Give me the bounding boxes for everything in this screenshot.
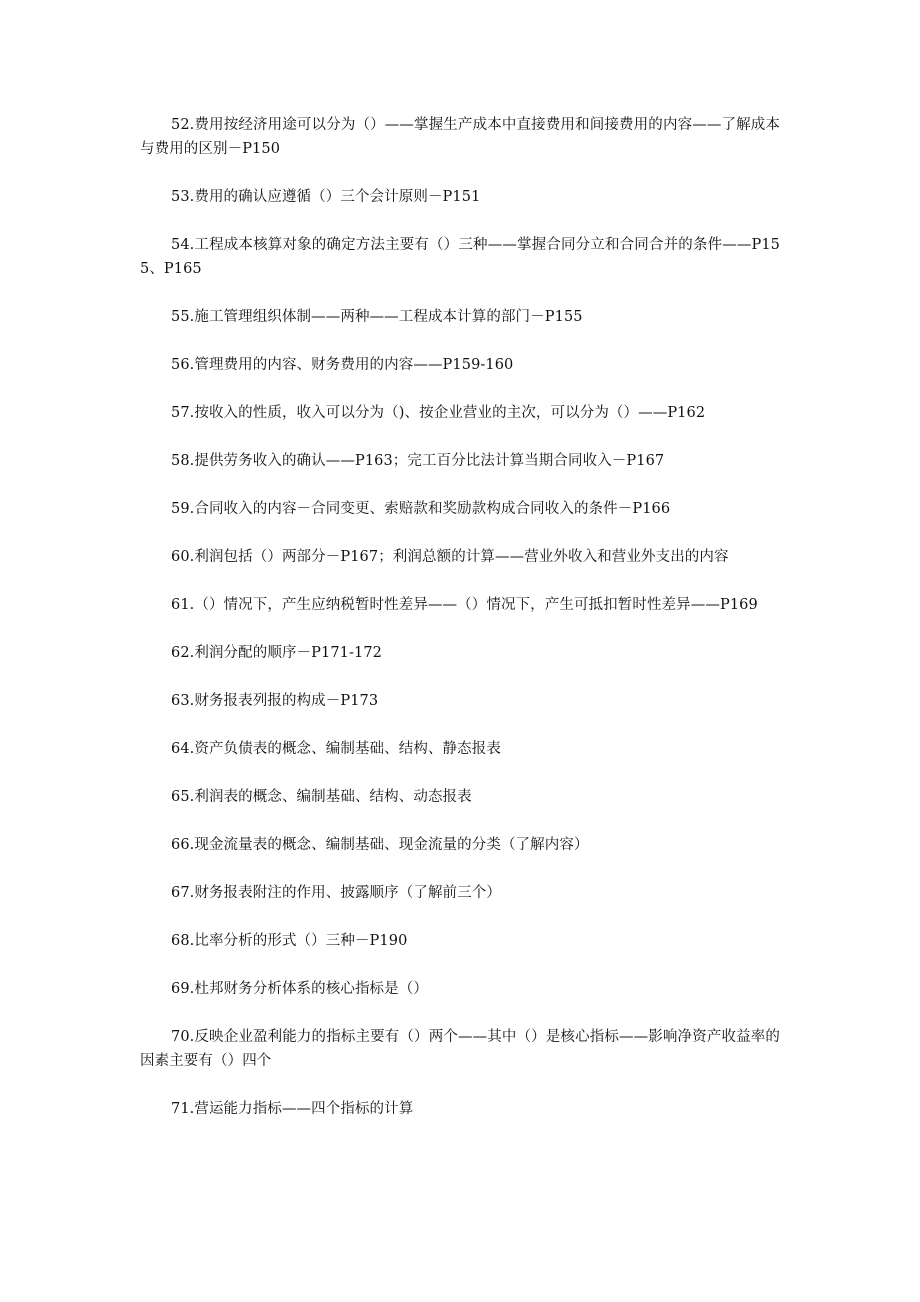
list-item-64: 64.资产负债表的概念、编制基础、结构、静态报表 xyxy=(171,741,501,757)
list-item-58: 58.提供劳务收入的确认——P163；完工百分比法计算当期合同收入－P167 xyxy=(171,453,665,469)
list-item-67: 67.财务报表附注的作用、披露顺序（了解前三个） xyxy=(171,885,501,901)
list-item-57: 57.按收入的性质，收入可以分为（)、按企业营业的主次，可以分为（）——P162 xyxy=(171,405,706,421)
list-item-55: 55.施工管理组织体制——两种——工程成本计算的部门－P155 xyxy=(171,309,583,325)
list-item-61: 61.（）情况下，产生应纳税暂时性差异——（）情况下，产生可抵扣暂时性差异——P169 xyxy=(171,597,758,613)
list-item-63: 63.财务报表列报的构成－P173 xyxy=(171,693,379,709)
document-body xyxy=(140,113,780,1145)
list-item-62: 62.利润分配的顺序－P171-172 xyxy=(171,645,382,661)
list-item-65: 65.利润表的概念、编制基础、结构、动态报表 xyxy=(171,789,472,805)
list-item-71: 71.营运能力指标——四个指标的计算 xyxy=(171,1101,414,1117)
list-item-70: 70.反映企业盈利能力的指标主要有（）两个——其中（）是核心指标——影响净资产收益率的因素主要有（）四个 xyxy=(140,1029,780,1069)
list-item-59: 59.合同收入的内容－合同变更、索赔款和奖励款构成合同收入的条件－P166 xyxy=(171,501,671,517)
list-item-60: 60.利润包括（）两部分－P167；利润总额的计算——营业外收入和营业外支出的内容 xyxy=(171,549,729,565)
list-item-68: 68.比率分析的形式（）三种－P190 xyxy=(171,933,408,949)
list-item-56: 56.管理费用的内容、财务费用的内容——P159-160 xyxy=(171,357,514,373)
list-item-54: 54.工程成本核算对象的确定方法主要有（）三种——掌握合同分立和合同合并的条件——P155、P165 xyxy=(140,237,780,277)
list-item-52: 52.费用按经济用途可以分为（）——掌握生产成本中直接费用和间接费用的内容——了解成本与费用的区别－P150 xyxy=(140,117,780,157)
list-item-66: 66.现金流量表的概念、编制基础、现金流量的分类（了解内容） xyxy=(171,837,589,853)
list-item-53: 53.费用的确认应遵循（）三个会计原则－P151 xyxy=(171,189,481,205)
list-item-69: 69.杜邦财务分析体系的核心指标是（） xyxy=(171,981,428,997)
